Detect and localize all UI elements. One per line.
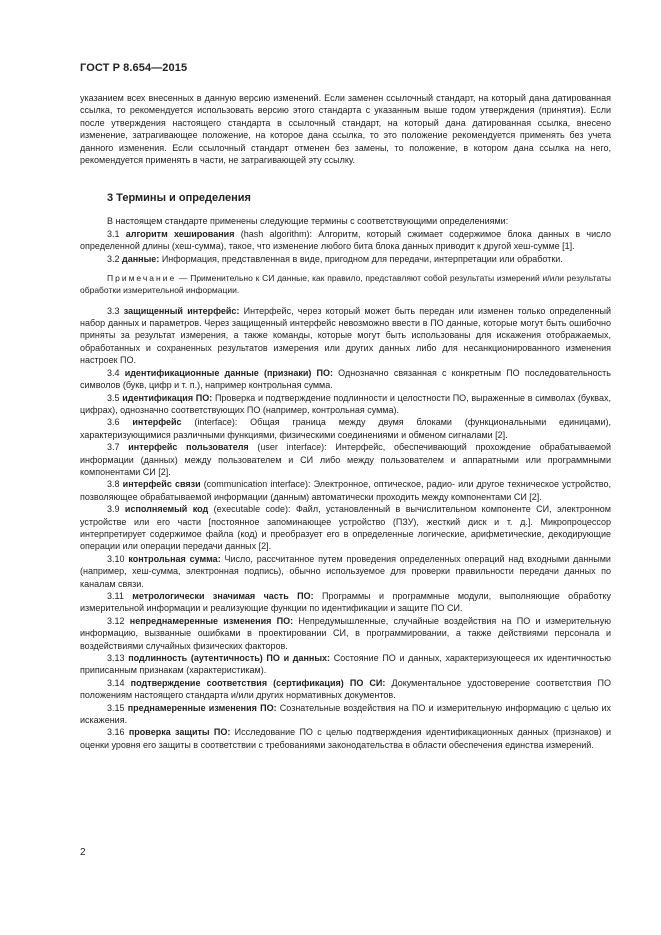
term-name: непреднамеренные изменения ПО: [129,615,294,626]
term-name: данные: [122,253,160,264]
term-name: защищенный интерфейс: [123,305,240,316]
lead-paragraph: В настоящем стандарте применены следующие термины с соответствующими определениями: [107,216,509,227]
term-name: метрологически значимая часть ПО: [132,591,314,601]
term-definition: (hash algorithm): Алгоритм, который сжимает содержимое блока данных в число определенной длины (хеш-сумма), такое, что изменение любого бита блока данных приводит к другой хеш-сумме [1]. [80,228,611,252]
term-name: исполняемый код [124,504,209,515]
term-definition: Интерфейс, через который может быть передан или изменен только определенный набор данных и параметров. Через защищенный интерфейс невозможно ввести в ПО данные, которые могут быть ошибочно приняты за результат измерения, а также команды, которые могут быть использованы для искажения отображаемых, обработанных и сохраненных результатов измерения или других данных либо для несанкционированного изменения настроек ПО. [80,305,611,366]
term-definition: Информация, представленная в виде, пригодном для передачи, интерпретации или обработки. [159,253,563,264]
term-name: алгоритм хеширования [125,228,235,239]
term-item [80,726,611,751]
term-definition: (interface): Общая граница между двумя блоками (функциональными единицами), характеризующимися различными функциями, физическими соединениями и обменом сигналами [2]. [80,417,611,440]
term-number: 3.5 [107,392,120,403]
term-name: интерфейс связи [122,479,201,490]
term-item [80,615,611,652]
intro-paragraph: указанием всех внесенных в данную версию изменений. Если заменен ссылочный стандарт, на который дана датированная ссылка, то рекомендуется использовать версию этого стандарта с указанным выше годом утверждения (принятия). Если после утверждения настоящего стандарта в ссылочный стандарт, на который дана датированная ссылка, внесено изменение, затрагивающее положение, на которое дана ссылка, то это положение рекомендуется применять без учета данного изменения. Если ссылочный стандарт отменен без замены, то положение, в котором дана ссылка на него, рекомендуется применять в части, не затрагивающей эту ссылку. [80,93,611,166]
term-number: 3.16 [107,727,125,738]
term-number: 3.15 [107,702,125,713]
term-definition: Проверка и подтверждение подлинности и целостности ПО, выраженные в символах (буквах, цифрах), однозначно соответствующих ПО (например, контрольная сумма). [80,392,611,415]
note-label: Примечание [107,273,177,284]
term-number: 3.10 [107,553,125,564]
section-title: 3 Термины и определения [107,192,251,205]
term-definition: Программы и программные модули, выполняющие обработку измерительной информации и реализующие функции по идентификации и защите ПО СИ. [80,591,611,614]
term-definition: Документальное удостоверение соответствия ПО положениям настоящего стандарта и/или других нормативных документов. [80,677,611,701]
term-definition: Непредумышленные, случайные воздействия на ПО и измерительную информацию, вызванные ошибками в проектировании СИ, в программировании, а также действиями персонала и воздействиями случайных физических факторов. [80,615,611,651]
term-item [80,478,611,503]
term-definition: Исследование ПО с целью подтверждения идентификационных данных (признаков) и оценки уровня его защиты в соответствии с требованиями законодательства в области обеспечения единства измерений. [80,727,611,750]
page-content [80,92,611,751]
document-header: ГОСТ Р 8.654—2015 [80,62,188,74]
term-number: 3.14 [107,677,125,688]
term-number: 3.13 [107,653,125,664]
term-name: контрольная сумма: [128,553,221,564]
term-definition: (communication interface): Электронное, оптическое, радио- или другое техническое устройство, позволяющее обрабатываемой информации (данным) автоматически проходить между компонентами СИ [2]. [80,479,611,502]
term-definition: Число, рассчитанное путем проведения определенных операций над входными данными (например, хеш-сумма, электронная подпись), обычно используемое для проверки правильности передачи данных по каналам связи. [80,553,611,589]
term-name: подлинность (аутентичность) ПО и данных: [128,653,331,664]
note-paragraph [80,273,611,297]
term-number: 3.9 [107,504,120,515]
term-item [80,305,611,367]
term-definition: Состояние ПО и данных, характеризующееся их идентичностью приписанным признакам (характеристикам). [80,653,611,676]
term-number: 3.11 [107,591,124,601]
term-item [80,553,611,590]
term-item [80,677,611,702]
term-definition: (user interface): Интерфейс, обеспечивающий прохождение обрабатываемой информации (данных) между пользователем и СИ либо между пользователем и аппаратными или программными компонентами СИ [2]. [80,442,612,477]
term-definition: (executable code): Файл, установленный в вычислительном компоненте СИ, электронном устройстве или его части [постоянное запоминающее устройство (ПЗУ), жесткий диск и т. д.]. Микропроцессор интерпретирует содержимое файла (код) и преобразует его в определенные логические, арифметические, декодирующие операции или операции передачи данных [2]. [80,504,611,552]
term-definition: Однозначно связанная с конкретным ПО последовательность символов (букв, цифр и т. п.), например контрольная сумма. [80,367,611,391]
term-name: интерфейс [132,417,182,428]
term-name: интерфейс пользователя [128,442,249,453]
term-item [80,253,611,265]
note-text: — Применительно к СИ данные, как правило, представляют собой результаты измерений и/или результаты обработки измерительной информации. [80,273,611,295]
term-number: 3.12 [107,615,125,626]
term-item [80,392,611,417]
term-number: 3.6 [107,417,120,428]
term-item [80,228,611,253]
term-number: 3.8 [107,479,120,490]
term-number: 3.1 [107,228,120,239]
term-name: подтверждение соответствия (сертификация) ПО СИ: [130,677,386,688]
term-item [80,416,611,441]
term-number: 3.4 [107,367,120,378]
term-number: 3.3 [107,305,120,316]
term-name: проверка защиты ПО: [128,727,231,738]
term-name: идентификация ПО: [122,392,213,403]
terms-list [80,228,611,751]
term-name: идентификационные данные (признаки) ПО: [124,367,333,378]
term-number: 3.7 [107,442,120,453]
term-item [80,367,611,392]
term-item [80,652,611,677]
term-definition: Сознательные воздействия на ПО и измерительную информацию с целью их искажения. [80,702,611,726]
term-number: 3.2 [107,253,120,264]
term-name: преднамеренные изменения ПО: [127,702,277,713]
page-number: 2 [80,847,86,858]
term-item [80,441,611,478]
term-item [80,590,611,615]
term-item [80,503,611,553]
term-item [80,702,611,727]
